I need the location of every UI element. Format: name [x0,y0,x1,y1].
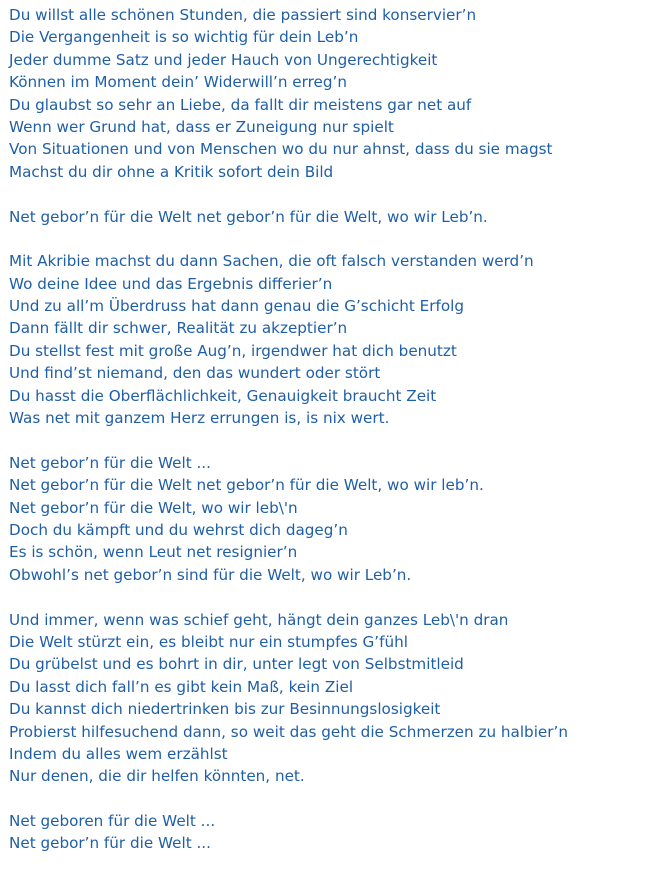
lyric-line: Du lasst dich fall’n es gibt kein Maß, kein Ziel [9,677,354,696]
lyric-line: Die Welt stürzt ein, es bleibt nur ein stumpfes G’fühl [9,632,408,651]
stanza-verse-2 [9,250,639,429]
stanza-outro [9,810,639,855]
lyric-line: Indem du alles wem erzählst [9,744,228,763]
lyric-line: Und find’st niemand, den das wundert oder stört [9,364,381,383]
lyric-line: Net gebor’n für die Welt net gebor’n für die Welt, wo wir Leb’n. [9,207,488,226]
lyric-line: Du glaubst so sehr an Liebe, da fallt dir meistens gar net auf [9,95,472,114]
lyric-line: Du stellst fest mit große Aug’n, irgendwer hat dich benutzt [9,341,457,360]
lyric-line: Doch du kämpft und du wehrst dich dageg’n [9,520,348,539]
lyric-line: Jeder dumme Satz und jeder Hauch von Ungerechtigkeit [9,50,438,69]
lyric-line: Von Situationen und von Menschen wo du nur ahnst, dass du sie magst [9,140,553,159]
lyric-line: Und zu all’m Überdruss hat dann genau die G’schicht Erfolg [9,297,465,316]
lyric-line: Net gebor’n für die Welt net gebor’n für die Welt, wo wir leb’n. [9,476,484,495]
lyrics-text [9,4,639,877]
lyric-line: Machst du dir ohne a Kritik sofort dein Bild [9,162,334,181]
lyric-line: Net gebor’n für die Welt ... [9,453,211,472]
lyric-line: Du willst alle schönen Stunden, die passiert sind konservier’n [9,6,477,24]
lyric-line: Wenn wer Grund hat, dass er Zuneigung nur spielt [9,117,394,136]
lyric-line: Du kannst dich niedertrinken bis zur Besinnungslosigkeit [9,700,441,719]
stanza-chorus-1 [9,206,639,228]
lyric-line: Die Vergangenheit is so wichtig für dein Leb’n [9,28,359,47]
lyric-line: Was net mit ganzem Herz errungen is, is nix wert. [9,409,390,428]
lyric-line: Mit Akribie machst du dann Sachen, die oft falsch verstanden werd’n [9,252,534,271]
lyric-line: Probierst hilfesuchend dann, so weit das geht die Schmerzen zu halbier’n [9,722,568,741]
lyric-line: Dann fällt dir schwer, Realität zu akzeptier’n [9,319,348,338]
lyric-line: Und immer, wenn was schief geht, hängt dein ganzes Leb\'n dran [9,610,509,629]
lyric-line: Du grübelst und es bohrt in dir, unter legt von Selbstmitleid [9,655,464,674]
lyric-line: Du hasst die Oberflächlichkeit, Genauigkeit braucht Zeit [9,386,437,405]
lyric-line: Nur denen, die dir helfen könnten, net. [9,767,305,786]
lyric-line: Wo deine Idee und das Ergebnis differier’n [9,274,333,293]
stanza-verse-3 [9,609,639,788]
lyric-line: Net geboren für die Welt ... [9,812,216,831]
lyric-line: Net gebor’n für die Welt ... [9,834,211,853]
lyric-line: Net gebor’n für die Welt, wo wir leb\'n [9,498,298,517]
stanza-chorus-2 [9,452,639,586]
lyric-line: Können im Moment dein’ Widerwill’n erreg’n [9,73,347,92]
lyric-line: Obwohl’s net gebor’n sind für die Welt, wo wir Leb’n. [9,565,412,584]
stanza-verse-1 [9,4,639,183]
lyric-line: Es is schön, wenn Leut net resignier’n [9,543,298,562]
